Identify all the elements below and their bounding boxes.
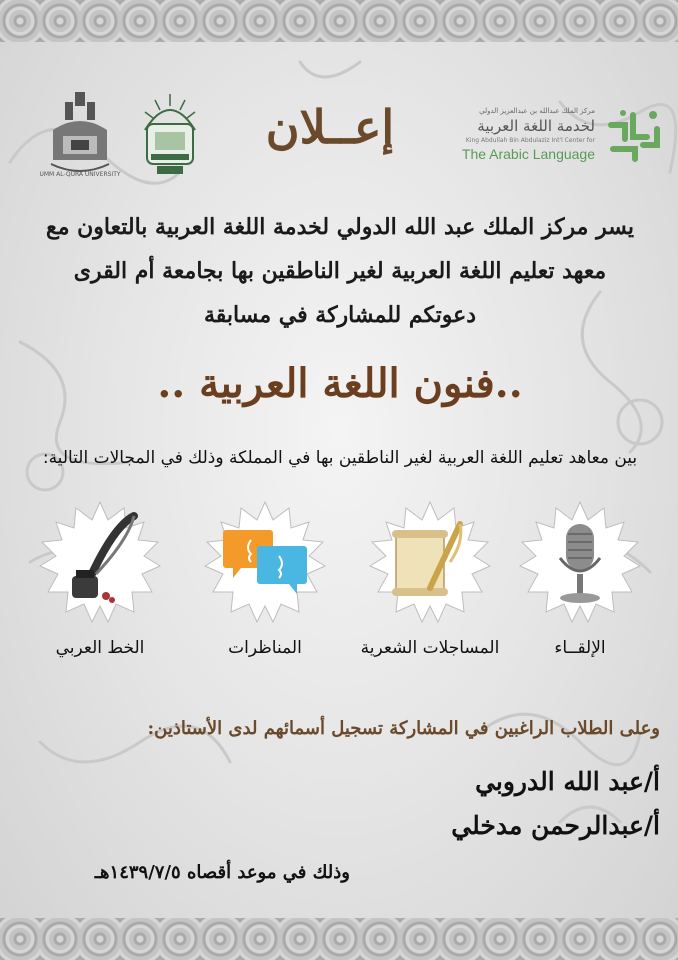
fields-intro: بين معاهد تعليم اللغة العربية لغير الناطقين بها في المملكة وذلك في المجالات التالية: bbox=[42, 448, 638, 468]
field-label: المناظرات bbox=[228, 638, 302, 658]
center-logo-arabic: لخدمة اللغة العربية bbox=[477, 117, 595, 135]
scroll-quill-icon bbox=[368, 500, 492, 624]
umm-al-qura-university-seal-icon bbox=[39, 90, 121, 180]
speech-bubbles-icon bbox=[203, 500, 327, 624]
registration-note: وعلى الطلاب الراغبين في المشاركة تسجيل أسمائهم لدى الأستاذين: bbox=[147, 718, 660, 739]
field-debates bbox=[195, 500, 335, 670]
center-logo-small-arabic: مركز الملك عبدالله بن عبدالعزيز الدولي bbox=[479, 107, 595, 115]
university-seal-text: UMM AL-QURA UNIVERSITY bbox=[39, 171, 121, 178]
invitation-line-2: معهد تعليم اللغة العربية لغير الناطقين بها بجامعة أم القرى bbox=[73, 258, 607, 284]
field-poetry-exchange bbox=[360, 500, 500, 670]
competition-fields bbox=[0, 500, 678, 680]
announcement-title: إعــلان bbox=[265, 100, 395, 154]
field-label: الخط العربي bbox=[55, 638, 145, 658]
microphone-icon bbox=[518, 500, 642, 624]
center-logo-text bbox=[435, 107, 595, 163]
invitation-line-3: دعوتكم للمشاركة في مسابقة bbox=[203, 302, 477, 328]
field-recitation bbox=[510, 500, 650, 670]
top-ornament-border bbox=[0, 0, 678, 42]
teachers-list bbox=[360, 760, 660, 848]
deadline-note: وذلك في موعد أقصاه ١٤٣٩/٧/٥هـ bbox=[94, 862, 350, 883]
center-logo-english: The Arabic Language bbox=[461, 146, 595, 162]
arabic-language-center-logo bbox=[440, 105, 665, 165]
field-label: الإلقــاء bbox=[554, 638, 606, 658]
field-calligraphy bbox=[30, 500, 170, 670]
center-logo-mark-icon bbox=[603, 105, 665, 165]
center-logo-english-small: King Abdullah Bin Abdulaziz Int'l Center for bbox=[465, 137, 595, 144]
arabic-institute-seal-icon bbox=[135, 90, 205, 180]
invitation-line-1: يسر مركز الملك عبد الله الدولي لخدمة اللغة العربية بالتعاون مع bbox=[45, 214, 635, 240]
competition-title: ..فنون اللغة العربية .. bbox=[157, 360, 523, 407]
teacher-name: أ/عبد الله الدروبي bbox=[475, 767, 660, 796]
teacher-name: أ/عبدالرحمن مدخلي bbox=[451, 811, 660, 840]
bottom-ornament-border bbox=[0, 918, 678, 960]
quill-inkwell-icon bbox=[38, 500, 162, 624]
header-row bbox=[0, 85, 678, 195]
field-label: المساجلات الشعرية bbox=[360, 638, 500, 658]
invitation-text bbox=[20, 205, 660, 337]
